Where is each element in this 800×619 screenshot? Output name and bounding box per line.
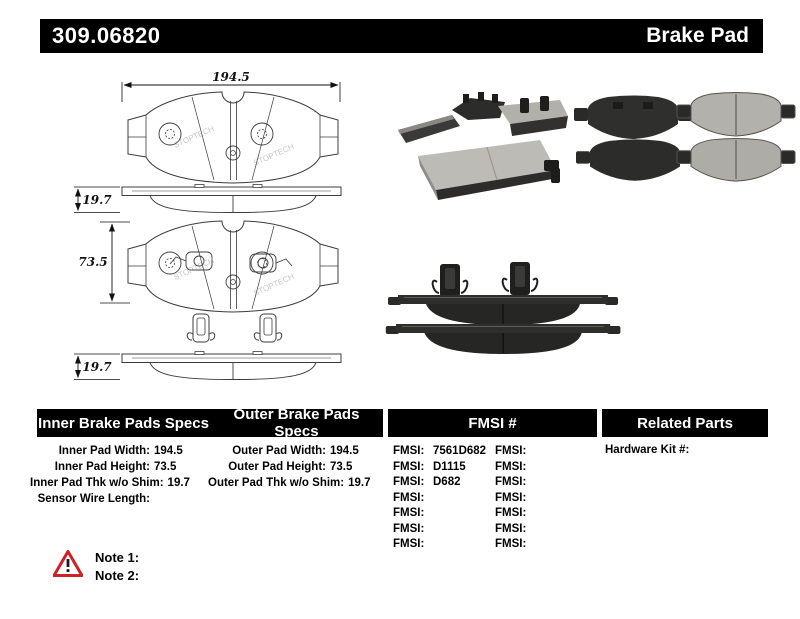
- pad-front-view-drawing: [128, 92, 338, 183]
- related-parts-header-bar: [602, 409, 768, 437]
- spec-label: Outer Pad Width:: [232, 445, 326, 457]
- fmsi-label: FMSI:: [393, 445, 425, 457]
- dim-label-outer-thk: 19.7: [82, 360, 112, 374]
- fmsi-row: [495, 506, 535, 522]
- fmsi-row: [393, 475, 486, 491]
- spec-value: 19.7: [348, 477, 371, 489]
- fmsi-row: [393, 522, 486, 538]
- fmsi-row: [393, 460, 486, 476]
- fmsi-label: FMSI:: [393, 476, 425, 488]
- fmsi-row: [393, 537, 486, 553]
- fmsi-table-left: [393, 444, 486, 553]
- pad-side-view-drawing-outer: [74, 352, 341, 380]
- spec-label: Inner Pad Height:: [54, 461, 150, 473]
- fmsi-label: FMSI:: [495, 538, 527, 550]
- note-1: Note 1:: [95, 550, 140, 565]
- dim-label-width: 194.5: [212, 70, 250, 84]
- warning-triangle-icon: [53, 550, 83, 577]
- fmsi-value: 7561D682: [433, 445, 487, 457]
- specs-header-bar: [37, 406, 383, 440]
- inner-specs-table: [30, 443, 190, 507]
- spec-row: [208, 459, 366, 475]
- fmsi-header: FMSI #: [468, 414, 517, 432]
- page-title: Brake Pad: [646, 24, 749, 47]
- watermark-text: STOPTECH: [252, 271, 296, 298]
- outer-specs-table: [208, 443, 371, 491]
- dim-label-height: 73.5: [78, 255, 108, 269]
- pad-side-view-drawing-inner: [74, 185, 341, 213]
- fmsi-row: [495, 537, 535, 553]
- fmsi-label: FMSI:: [495, 522, 527, 535]
- spec-row: [30, 443, 190, 459]
- dimension-width: [122, 70, 340, 102]
- fmsi-row: [495, 522, 535, 538]
- dim-label-inner-thk: 19.7: [82, 193, 112, 207]
- spec-value: 194.5: [330, 445, 359, 457]
- fmsi-label: FMSI:: [393, 460, 425, 473]
- product-photo-pad-faces: [574, 93, 795, 182]
- fmsi-header-bar: [388, 409, 597, 437]
- watermark-text: STOPTECH: [172, 255, 216, 282]
- watermark-text: STOPTECH: [252, 141, 296, 168]
- spec-row: [30, 491, 190, 507]
- spec-label: Outer Pad Height:: [228, 461, 326, 473]
- fmsi-row: [495, 460, 535, 476]
- fmsi-row: [393, 444, 486, 460]
- spec-row: [30, 475, 190, 491]
- hardware-kit-label: Hardware Kit #:: [605, 444, 690, 456]
- spec-value: 73.5: [330, 461, 353, 473]
- fmsi-label: FMSI:: [393, 507, 425, 519]
- fmsi-value: D1115: [433, 460, 466, 473]
- fmsi-label: FMSI:: [393, 538, 425, 550]
- fmsi-label: FMSI:: [495, 507, 527, 519]
- fmsi-label: FMSI:: [393, 522, 425, 535]
- outer-specs-header: Outer Brake Pads Specs: [233, 406, 360, 440]
- spec-row: [208, 443, 366, 459]
- watermark-text: STOPTECH: [172, 123, 216, 150]
- spec-row: [208, 475, 371, 491]
- fmsi-row: [495, 491, 535, 507]
- spec-value: 19.7: [167, 477, 190, 489]
- related-parts-section: [605, 444, 689, 456]
- related-parts-header: Related Parts: [637, 414, 733, 432]
- technical-drawing-and-photos: [0, 58, 800, 396]
- spec-value: [154, 491, 190, 507]
- fmsi-row: [495, 475, 535, 491]
- fmsi-label: FMSI:: [495, 491, 527, 504]
- spec-row: [30, 459, 190, 475]
- fmsi-value: D682: [433, 476, 461, 488]
- spec-label: Outer Pad Thk w/o Shim:: [208, 477, 345, 489]
- fmsi-label: FMSI:: [495, 445, 527, 457]
- fmsi-row: [393, 491, 486, 507]
- part-number: 309.06820: [52, 23, 161, 48]
- product-photo-side-views: [386, 262, 621, 354]
- note-2: Note 2:: [95, 568, 140, 583]
- spec-value: 73.5: [154, 461, 177, 473]
- fmsi-label: FMSI:: [393, 491, 425, 504]
- pin-detail-drawing: [187, 314, 282, 342]
- fmsi-label: FMSI:: [495, 476, 527, 488]
- spec-value: 194.5: [154, 445, 183, 457]
- product-photo-angled-set: [398, 92, 568, 200]
- fmsi-table-right: [495, 444, 535, 553]
- fmsi-row: [393, 506, 486, 522]
- spec-label: Inner Pad Width:: [58, 445, 150, 457]
- fmsi-row: [495, 444, 535, 460]
- pad-front-view-drawing-2: [78, 221, 338, 312]
- fmsi-label: FMSI:: [495, 460, 527, 473]
- spec-label: Inner Pad Thk w/o Shim:: [30, 477, 164, 489]
- inner-specs-header: Inner Brake Pads Specs: [38, 414, 209, 432]
- header-bar: [40, 19, 763, 53]
- spec-label: Sensor Wire Length:: [37, 493, 150, 505]
